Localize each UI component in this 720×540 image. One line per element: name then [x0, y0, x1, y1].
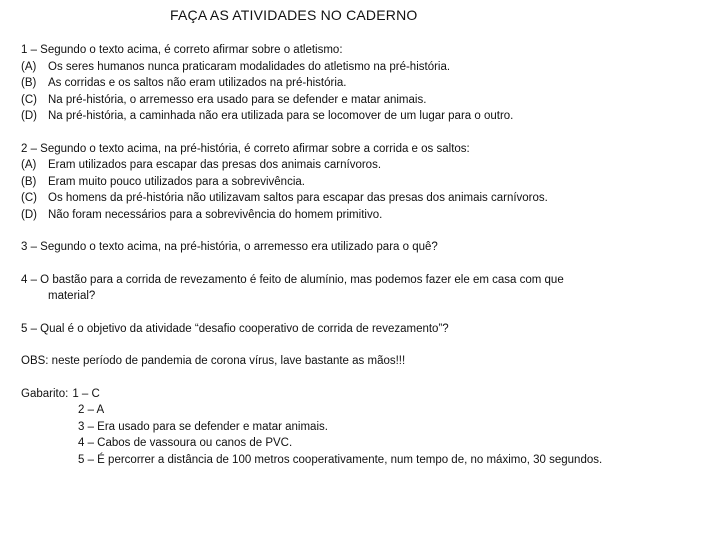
question-4-line-2: material?	[48, 290, 96, 302]
option-text: Na pré-história, o arremesso era usado para se defender e matar animais.	[48, 93, 427, 106]
option-text: Os seres humanos nunca praticaram modalidades do atletismo na pré-história.	[48, 60, 451, 73]
question-1-stem: 1 – Segundo o texto acima, é correto afirmar sobre o atletismo:	[21, 44, 343, 56]
question-2-option-a	[21, 157, 711, 174]
answer-1: 1 – C	[72, 387, 100, 400]
question-5	[21, 321, 711, 338]
answer-2: 2 – A	[78, 404, 105, 416]
option-letter: (D)	[21, 208, 37, 221]
option-text: Eram muito pouco utilizados para a sobrevivência.	[48, 175, 305, 188]
option-letter: (B)	[21, 77, 37, 89]
question-4	[21, 272, 711, 305]
question-2-option-d	[21, 207, 711, 224]
answer-list	[21, 402, 711, 468]
question-2-option-c	[21, 190, 711, 207]
question-3-text: 3 – Segundo o texto acima, na pré-história, o arremesso era utilizado para o quê?	[21, 241, 438, 253]
answer-4: 4 – Cabos de vassoura ou canos de PVC.	[78, 437, 293, 449]
question-5-text: 5 – Qual é o objetivo da atividade “desafio cooperativo de corrida de revezamento”?	[21, 322, 449, 335]
option-text: Não foram necessários para a sobrevivência do homem primitivo.	[48, 208, 383, 221]
option-letter: (C)	[21, 93, 37, 106]
option-text: Os homens da pré-história não utilizavam saltos para escapar das presas dos animais carnívoros.	[48, 192, 548, 204]
option-text: As corridas e os saltos não eram utilizados na pré-história.	[48, 77, 347, 89]
question-2	[21, 141, 711, 224]
answer-key	[21, 386, 711, 469]
option-letter: (D)	[21, 110, 37, 122]
document-body	[21, 42, 711, 484]
question-2-stem: 2 – Segundo o texto acima, na pré-história, é correto afirmar sobre a corrida e os saltos:	[21, 142, 470, 155]
option-letter: (A)	[21, 60, 37, 73]
answer-3: 3 – Era usado para se defender e matar animais.	[78, 420, 328, 433]
option-letter: (A)	[21, 159, 37, 171]
option-text: Na pré-história, a caminhada não era utilizada para se locomover de um lugar para o outro.	[48, 110, 514, 122]
option-text: Eram utilizados para escapar das presas dos animais carnívoros.	[48, 159, 382, 171]
question-1-option-d	[21, 108, 711, 125]
option-letter: (B)	[21, 175, 37, 188]
question-1-option-a	[21, 59, 711, 76]
page-title: FAÇA AS ATIVIDADES NO CADERNO	[170, 7, 418, 23]
question-3	[21, 239, 711, 256]
question-1-option-b	[21, 75, 711, 92]
answer-key-first-line	[21, 386, 711, 403]
question-1	[21, 42, 711, 125]
option-letter: (C)	[21, 192, 37, 204]
answer-5: 5 – É percorrer a distância de 100 metros cooperativamente, num tempo de, no máximo, 30 segundos.	[78, 453, 603, 466]
answer-key-label: Gabarito:	[21, 387, 69, 400]
question-2-option-b	[21, 174, 711, 191]
question-1-option-c	[21, 92, 711, 109]
question-4-line-1: 4 – O bastão para a corrida de revezamento é feito de alumínio, mas podemos fazer ele em casa com que	[21, 273, 564, 286]
obs-text: OBS: neste período de pandemia de corona vírus, lave bastante as mãos!!!	[21, 355, 406, 367]
obs-note	[21, 353, 711, 370]
